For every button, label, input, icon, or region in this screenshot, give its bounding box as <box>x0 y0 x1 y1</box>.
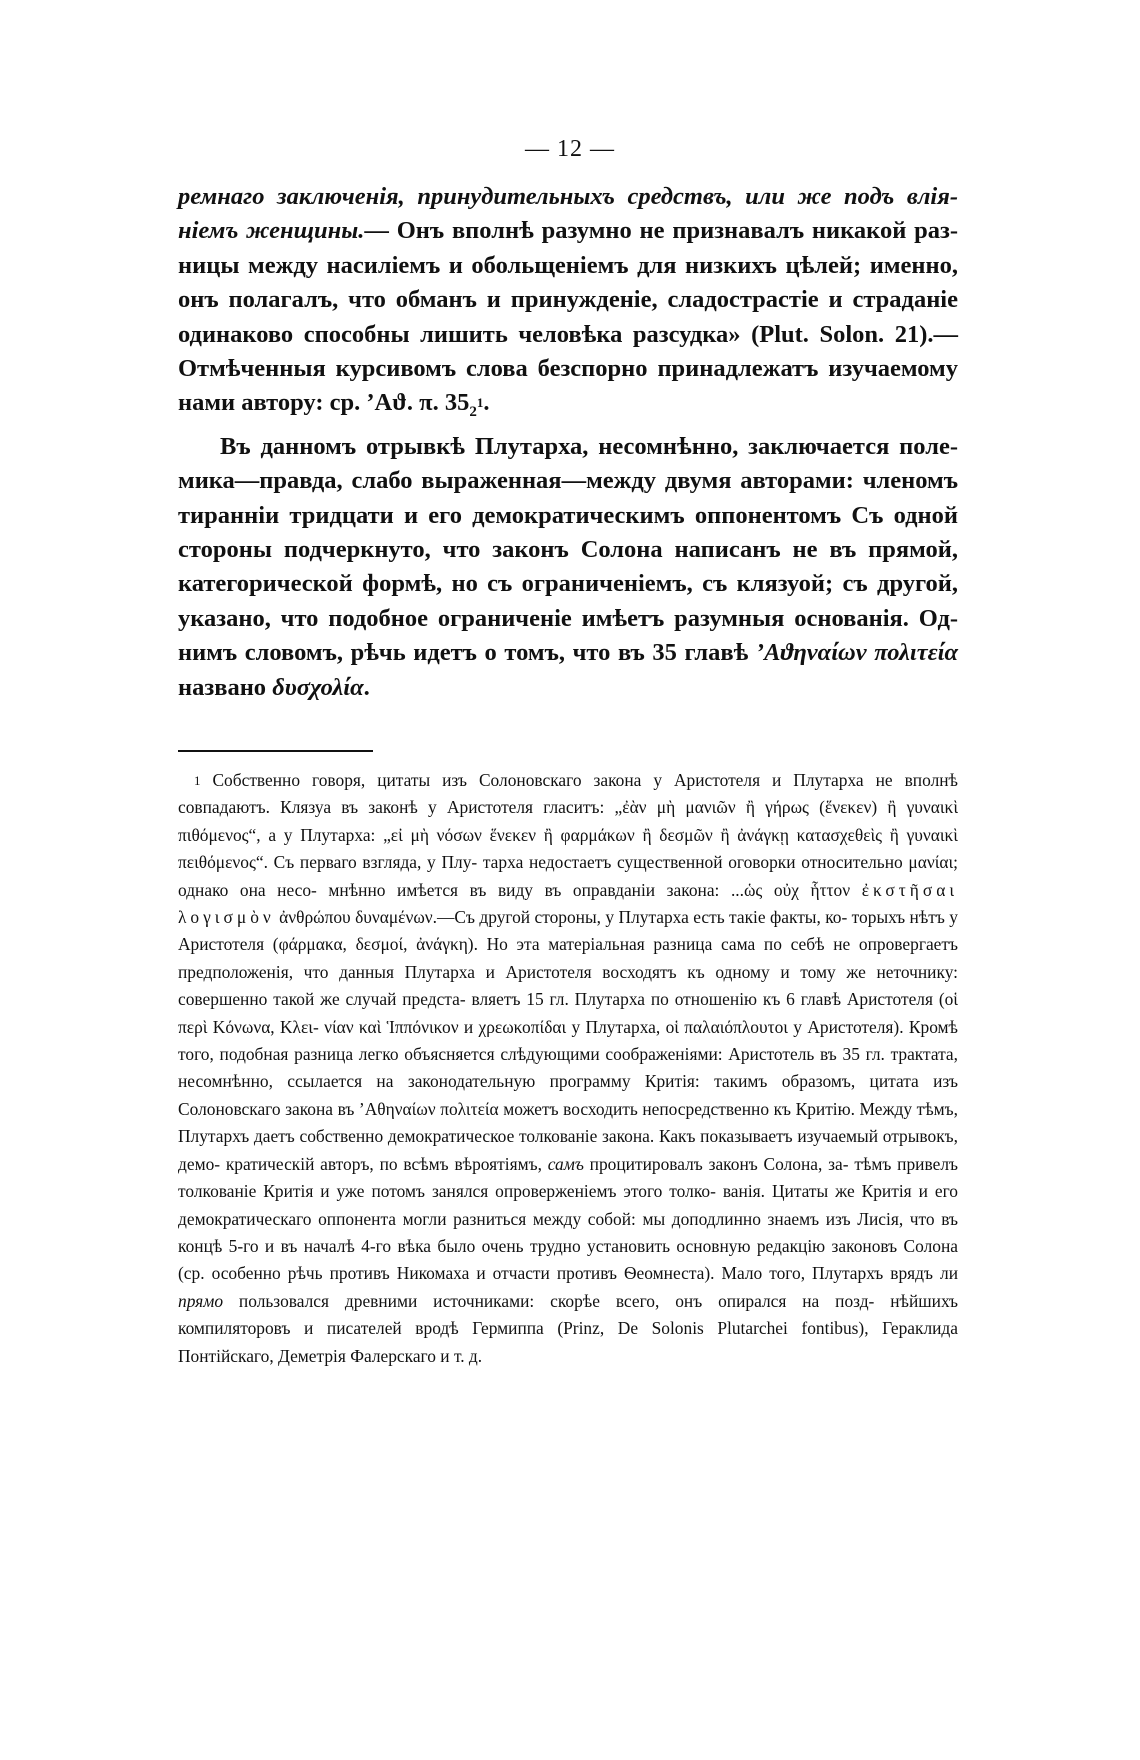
footnote-italic-2: прямо <box>178 1290 224 1311</box>
footnote-reference: 1 <box>476 395 484 411</box>
paragraph-2 <box>178 430 958 705</box>
main-text <box>178 180 958 705</box>
paragraph-2-mid: названо <box>178 673 273 701</box>
footnote-spaced-greek: ἐκστῆσαι λογισμὸν <box>178 879 958 928</box>
paragraph-1-end: . <box>483 389 490 417</box>
paragraph-1-text: — Онъ вполнѣ разумно не признавалъ никакой раз- ницы между насиліемъ и обольщеніемъ для низкихъ цѣлей; именно, онъ полагалъ, что обманъ и принужденіе, сладострастіе и страданіе одинаково способны лишить человѣка разсудка» (Plut. Solon. 21).— Отмѣченныя курсивомъ слова безспорно принадлежатъ изучаемому нами автору: ср. ’Αϑ. π. 35 <box>178 217 958 417</box>
italic-quote: ремнаго заключенія, принудительныхъ средствъ, или же подъ влія- ніемъ женщины. <box>178 183 958 245</box>
paragraph-2-end: . <box>363 673 370 701</box>
footnote-italic-1: самъ <box>547 1153 584 1174</box>
footnote-paragraph <box>178 767 958 1370</box>
footnote-text-1: Собственно говоря, цитаты изъ Солоновскаго закона у Аристотеля и Плутарха не вполнѣ совпадаютъ. Клязуа въ законѣ у Аристотеля гласитъ: „ἐὰν μὴ μανιῶν ἢ γήρως (ἕνεκεν) ἢ γυναικὶ πιθόμενος“, а у Плутарха: „εἰ μὴ νόσων ἕνεκεν ἢ φαρμάκων ἢ δεσμῶν ἢ ἀνάγκῃ κατασχεθεὶς ἢ γυναικὶ πειθόμενος“. Съ перваго взгляда, у Плу- тарха недостаетъ существенной оговорки относительно μανίαι; однако она несо- мнѣнно имѣется въ виду въ оправданіи закона: ...ὡς οὐχ ἧττον <box>178 770 958 900</box>
subscript: 2 <box>469 404 477 421</box>
footnote-divider <box>178 750 373 752</box>
footnote-text-4: пользовался древними источниками: скорѣе всего, онъ опирался на позд- нѣйшихъ компиляторовъ и писателей вродѣ Гермиппа (Prinz, De Solonis Plutarchei fontibus), Гераклида Понтійскаго, Деметрія Фалерскаго и т. д. <box>178 1290 958 1366</box>
greek-title: ’Αϑηναίων πολιτεία <box>755 639 959 667</box>
footnote <box>178 767 958 1370</box>
greek-word: δυσχολία <box>272 673 364 701</box>
page-number: — 12 — <box>525 136 615 162</box>
paragraph-2-text: Въ данномъ отрывкѣ Плутарха, несомнѣнно, заключается поле- мика—правда, слабо выраженная—между двумя авторами: членомъ тиранніи тридцати и его демократическимъ оппонентомъ Съ одной стороны подчеркнуто, что законъ Солона написанъ не въ прямой, категорической формѣ, но съ ограниченіемъ, съ клязуой; съ другой, указано, что подобное ограниченіе имѣетъ разумныя основанія. Од- нимъ словомъ, рѣчь идетъ о томъ, что въ 35 главѣ <box>178 432 958 667</box>
footnote-mark: 1 <box>194 773 201 788</box>
footnote-text-2: ἀνθρώπου δυναμένων.—Съ другой стороны, у Плутарха есть такіе факты, ко- торыхъ нѣтъ у Аристотеля (φάρμακα, δεσμοί, ἀνάγκη). Но эта матеріальная разница сама по себѣ не опровергаетъ предположенія, что данныя Плутарха и Аристотеля восходятъ къ одному и тому же неточнику: совершенно такой же случай предста- вляетъ 15 гл. Плутарха по отношенію къ 6 главѣ Аристотеля (οἱ περὶ Κόνωνα, Κλει- νίαν καὶ Ἱππόνικον и χρεωκοπίδαι у Плутарха, οἱ παλαιόπλουτοι у Аристотеля). Кромѣ того, подобная разница легко объясняется слѣдующими соображеніями: Аристотель въ 35 гл. трактата, несомнѣнно, ссылается на законодательную программу Критія: такимъ образомъ, цитата изъ Солоновскаго закона въ ’Αθηναίων πολιτεία можетъ восходить непосредственно къ Критію. Между тѣмъ, Плутархъ даетъ собственно демократическое толкованіе закона. Какъ показываетъ изучаемый отрывокъ, демо- кратическій авторъ, по всѣмъ вѣроятіямъ, <box>178 907 958 1174</box>
footnote-text-3: процитировалъ законъ Солона, за- тѣмъ привелъ толкованіе Критія и уже потомъ занялся опроверженіемъ этого толко- ванія. Цитаты же Критія и его демократическаго оппонента могли разниться между собой: мы доподлинно знаемъ изъ Лисія, что въ концѣ 5-го и въ началѣ 4-го вѣка было очень трудно установить основную редакцію законовъ Солона (ср. особенно рѣчь противъ Никомаха и отчасти противъ Ѳеомнеста). Мало того, Плутархъ врядъ ли <box>178 1153 958 1284</box>
paragraph-1 <box>178 180 958 430</box>
